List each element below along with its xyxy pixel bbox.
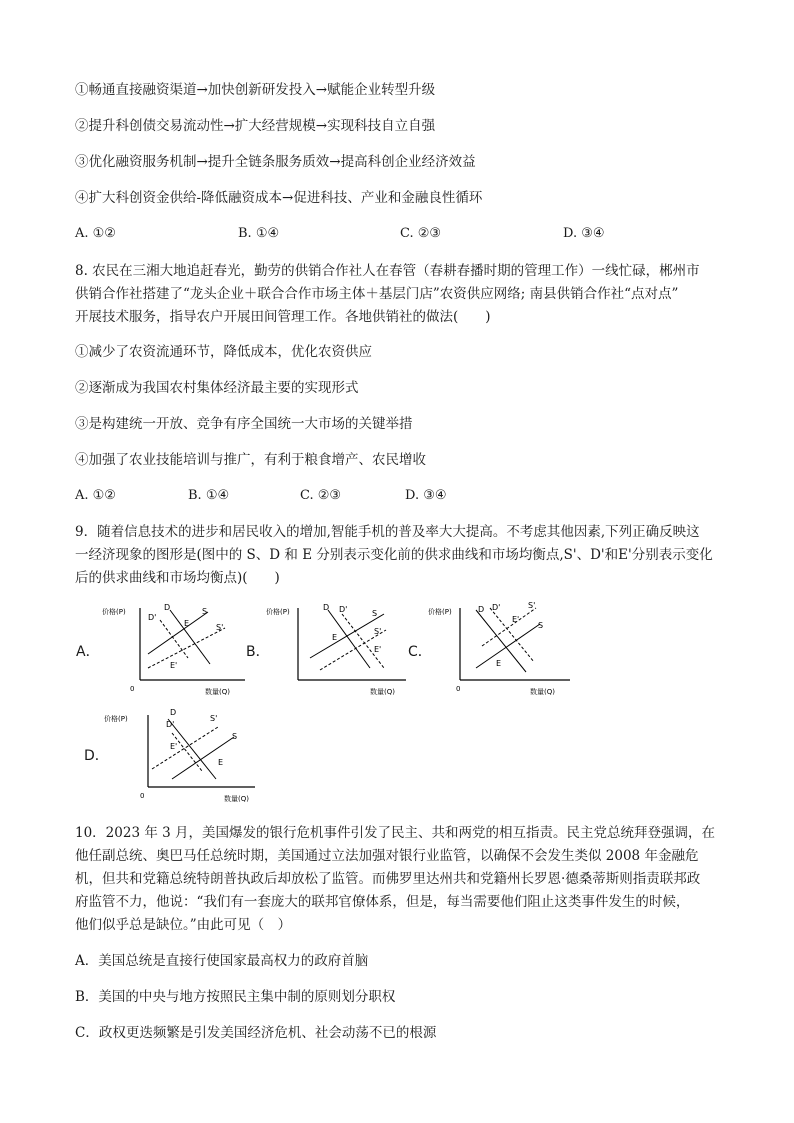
label-d: D (478, 605, 485, 614)
graph-a-label[interactable]: A． (76, 644, 100, 660)
label-s-prime: S' (216, 623, 224, 632)
demand-curve-d-prime (342, 614, 384, 668)
supply-curve-s (172, 737, 234, 779)
q8-stem-line-3: 开展技术服务，指导农户开展田间管理工作。各地供销社的做法( ) (75, 309, 491, 325)
q10-stem-line-1: 10．2023 年 3 月，美国爆发的银行危机事件引发了民主、共和两党的相互指责。民主党总统拜登强调，在 (75, 825, 715, 841)
q10-option-a[interactable]: A．美国总统是直接行使国家最高权力的政府首脑 (75, 953, 369, 969)
demand-curve-d (170, 610, 210, 664)
q10-stem-line-5: 他们似乎总是缺位。”由此可见（ ） (75, 917, 292, 933)
label-s-prime: S' (210, 714, 218, 723)
q8-item-2: ②逐渐成为我国农村集体经济最主要的实现形式 (75, 380, 359, 396)
label-e-prime: E' (170, 661, 178, 670)
label-s: S (372, 609, 378, 618)
q8-option-b[interactable]: B. ①④ (188, 488, 230, 503)
q10-stem-line-2: 他任副总统、奥巴马任总统时期，美国通过立法加强对银行业监管，以确保不会发生类似 2008 年金融危 (75, 848, 699, 864)
supply-curve-s (310, 614, 384, 658)
q7-option-c[interactable]: C. ②③ (400, 226, 442, 241)
label-d-prime: D' (339, 605, 348, 614)
supply-curve-s-prime (148, 628, 225, 668)
label-s: S (202, 607, 208, 616)
label-e-prime: E' (512, 615, 520, 624)
label-d-prime: D' (148, 613, 157, 622)
q8-option-c[interactable]: C. ②③ (300, 488, 342, 503)
q7-item-3: ③优化融资服务机制→提升全链条服务质效→提高科创企业经济效益 (75, 154, 476, 170)
label-d: D (164, 603, 171, 612)
supply-curve-s (476, 624, 540, 668)
q10-stem-line-4: 府监管不力，他说：“我们有一套庞大的联邦官僚体系，但是，每当需要他们阻止这类事件发生的时候， (75, 894, 690, 910)
y-axis-label: 价格(P) (266, 608, 290, 616)
q10-option-c[interactable]: C．政权更迭频繁是引发美国经济危机、社会动荡不已的根源 (75, 1025, 437, 1041)
label-d-prime: D' (166, 720, 175, 729)
label-s-prime: S' (374, 627, 382, 636)
q10-stem-line-3: 机，但共和党籍总统特朗普执政后却放松了监管。而佛罗里达州共和党籍州长罗恩·德桑蒂斯则指责联邦政 (75, 871, 701, 887)
graph-d[interactable] (104, 705, 275, 809)
label-d: D (323, 603, 330, 612)
q8-item-4: ④加强了农业技能培训与推广，有利于粮食增产、农民增收 (75, 452, 426, 468)
q7-item-1: ①畅通直接融资渠道→加快创新研发投入→赋能企业转型升级 (75, 82, 436, 98)
graph-c-label[interactable]: C． (408, 644, 432, 660)
q8-item-3: ③是构建统一开放、竞争有序全国统一大市场的关键举措 (75, 416, 413, 432)
origin-label: 0 (456, 685, 461, 693)
label-d: D (170, 708, 177, 717)
label-e: E (496, 659, 502, 668)
x-axis-label: 数量(Q) (224, 795, 249, 803)
q8-item-1: ①减少了农资流通环节，降低成本，优化农资供应 (75, 344, 372, 360)
origin-label: 0 (130, 685, 135, 693)
q8-stem-line-1: 8. 农民在三湘大地追赶春光，勤劳的供销合作社人在春管（春耕春播时期的管理工作）一线忙碌，郴州市 (75, 263, 700, 279)
graph-b-label[interactable]: B． (246, 644, 270, 660)
x-axis-label: 数量(Q) (370, 688, 395, 696)
origin-label: 0 (140, 792, 145, 800)
label-s-prime: S' (528, 601, 536, 610)
label-s: S (232, 732, 238, 741)
q8-stem-line-2: 供销合作社搭建了“龙头企业＋联合合作市场主体＋基层门店”农资供应网络; 南县供销合作社“点对点” (75, 286, 679, 302)
label-d-prime: D' (492, 603, 501, 612)
label-s: S (538, 621, 544, 630)
graph-a[interactable] (100, 598, 265, 702)
q9-stem-line-2: 一经济现象的图形是(图中的 S、D 和 E 分别表示变化前的供求曲线和市场均衡点,S'、D'和E'分别表示变化 (75, 547, 713, 563)
q9-stem-line-3: 后的供求曲线和市场均衡点)( ) (75, 570, 280, 586)
label-e-prime: E' (374, 645, 382, 654)
x-axis-label: 数量(Q) (530, 688, 555, 696)
graph-b[interactable] (268, 598, 433, 702)
q8-option-d[interactable]: D. ③④ (405, 488, 447, 503)
label-e: E (332, 633, 338, 642)
q7-option-a[interactable]: A. ①② (75, 226, 116, 241)
q10-option-b[interactable]: B．美国的中央与地方按照民主集中制的原则划分职权 (75, 989, 396, 1005)
label-e: E (218, 758, 224, 767)
y-axis-label: 价格(P) (104, 715, 128, 723)
q8-option-a[interactable]: A. ①② (75, 488, 116, 503)
graph-d-label[interactable]: D． (84, 748, 109, 764)
q7-option-d[interactable]: D. ③④ (563, 226, 605, 241)
y-axis-label: 价格(P) (428, 608, 452, 616)
demand-curve-d-prime (172, 733, 202, 771)
graph-c[interactable] (430, 598, 595, 702)
x-axis-label: 数量(Q) (205, 688, 230, 696)
q7-item-4: ④扩大科创资金供给-降低融资成本→促进科技、产业和金融良性循环 (75, 190, 483, 206)
label-e: E (184, 619, 190, 628)
supply-curve-s-prime (152, 727, 218, 769)
q7-item-2: ②提升科创债交易流动性→扩大经营规模→实现科技自立自强 (75, 118, 436, 134)
q7-option-b[interactable]: B. ①④ (238, 226, 280, 241)
q9-stem-line-1: 9．随着信息技术的进步和居民收入的增加,智能手机的普及率大大提高。不考虑其他因素,下列正确反映这 (75, 524, 700, 540)
y-axis-label: 价格(P) (102, 608, 126, 616)
label-e-prime: E' (170, 742, 178, 751)
supply-curve-s (148, 612, 208, 654)
